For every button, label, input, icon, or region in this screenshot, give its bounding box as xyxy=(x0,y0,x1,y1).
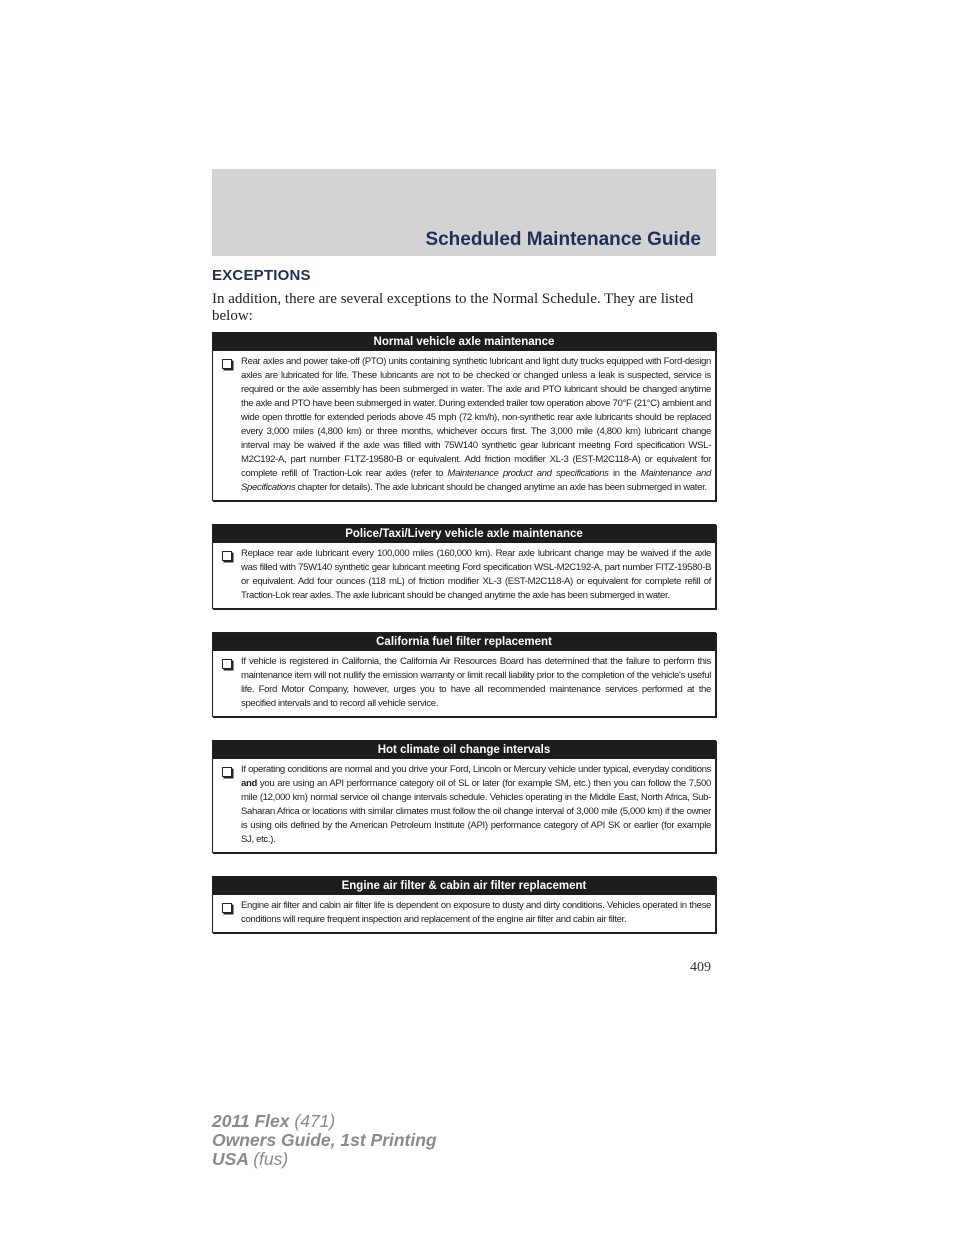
police-taxi-axle-maintenance-box xyxy=(212,524,716,609)
box-title: Engine air filter & cabin air filter replacement xyxy=(213,877,715,895)
checkbox-icon[interactable] xyxy=(222,551,232,561)
box-body xyxy=(213,759,715,852)
box-title: California fuel filter replacement xyxy=(213,633,715,651)
box-title: Police/Taxi/Livery vehicle axle maintenance xyxy=(213,525,715,543)
normal-axle-maintenance-box xyxy=(212,332,716,501)
box-text: If operating conditions are normal and you drive your Ford, Lincoln or Mercury vehicle under typical, everyday conditions and you are using an API performance category oil of SL or later (for example SM, etc.) then you can follow the 7,500 mile (12,000 km) normal service oil change intervals schedule. Vehicles operating in the Middle East, North Africa, Sub-Saharan Africa or locations with similar climates must follow the oil change interval of 3,000 mile (5,000 km) if the owner is using oils defined by the American Petroleum Institute (API) performance category of API SK or earlier (for example SJ, etc.). xyxy=(241,764,711,845)
box-text: Replace rear axle lubricant every 100,000 miles (160,000 km). Rear axle lubricant change may be waived if the axle was filled with 75W140 synthetic gear lubricant meeting Ford specification WSL-M2C192-A, part number FITZ-19580-B or equivalent. Add four ounces (118 mL) of friction modifier XL-3 (EST-M2C118-A) or equivalent for complete refill of Traction-Lok rear axles. The axle lubricant should be changed anytime the axle has been submerged in water. xyxy=(241,548,711,601)
header-band xyxy=(212,169,716,256)
footer-region: USA xyxy=(212,1149,249,1169)
box-body xyxy=(213,543,715,608)
box-text: If vehicle is registered in California, the California Air Resources Board has determined that the failure to perform this maintenance item will not nullify the emission warranty or limit recall liability prior to the completion of the vehicle's useful life. Ford Motor Company, however, urges you to have all recommended maintenance services performed at the specified intervals and to record all vehicle service. xyxy=(241,656,711,709)
box-body xyxy=(213,895,715,932)
checkbox-icon[interactable] xyxy=(222,903,232,913)
section-heading: EXCEPTIONS xyxy=(212,267,311,284)
box-body xyxy=(213,351,715,500)
footer-guide: Owners Guide, 1st Printing xyxy=(212,1130,437,1150)
hot-climate-oil-change-box xyxy=(212,740,716,853)
checkbox-icon[interactable] xyxy=(222,359,232,369)
box-title: Hot climate oil change intervals xyxy=(213,741,715,759)
footer-model: 2011 Flex xyxy=(212,1111,290,1131)
box-text: Engine air filter and cabin air filter life is dependent on exposure to dusty and dirty conditions. Vehicles operated in these conditions will require frequent inspection and replacement of the engine air filter and cabin air filter. xyxy=(241,900,711,925)
footer-imprint xyxy=(212,1112,437,1169)
footer-model-code: (471) xyxy=(294,1111,336,1131)
california-fuel-filter-box xyxy=(212,632,716,717)
checkbox-icon[interactable] xyxy=(222,659,232,669)
page-title: Scheduled Maintenance Guide xyxy=(425,229,701,250)
box-title: Normal vehicle axle maintenance xyxy=(213,333,715,351)
box-body xyxy=(213,651,715,716)
intro-paragraph: In addition, there are several exceptions to the Normal Schedule. They are listed below: xyxy=(212,291,694,324)
air-filter-replacement-box xyxy=(212,876,716,933)
box-text: Rear axles and power take-off (PTO) units containing synthetic lubricant and light duty trucks equipped with Ford-design axles are lubricated for life. These lubricants are not to be checked or changed unless a leak is suspected, service is required or the axle assembly has been submerged in water. The axle and PTO lubricant should be changed anytime the axle and PTO have been submerged in water. During extended trailer tow operation above 70°F (21°C) ambient and wide open throttle for extended periods above 45 mph (72 km/h), non-synthetic rear axle lubricants should be replaced every 3,000 miles (4,800 km) or three months, whichever occurs first. The 3,000 mile (4,800 km) lubricant change interval may be waived if the axle was filled with 75W140 synthetic gear lubricant meeting Ford specification WSL-M2C192-A, part number F1TZ-19580-B or equivalent. Add friction modifier XL-3 (EST-M2C118-A) or equivalent for complete refill of Traction-Lok rear axles (refer to Maintenance product and specifications in the Maintenance and Specifications chapter for details). The axle lubricant should be changed anytime an axle has been submerged in water. xyxy=(241,356,711,493)
page-number: 409 xyxy=(690,960,711,975)
checkbox-icon[interactable] xyxy=(222,767,232,777)
footer-region-code: (fus) xyxy=(253,1149,289,1169)
